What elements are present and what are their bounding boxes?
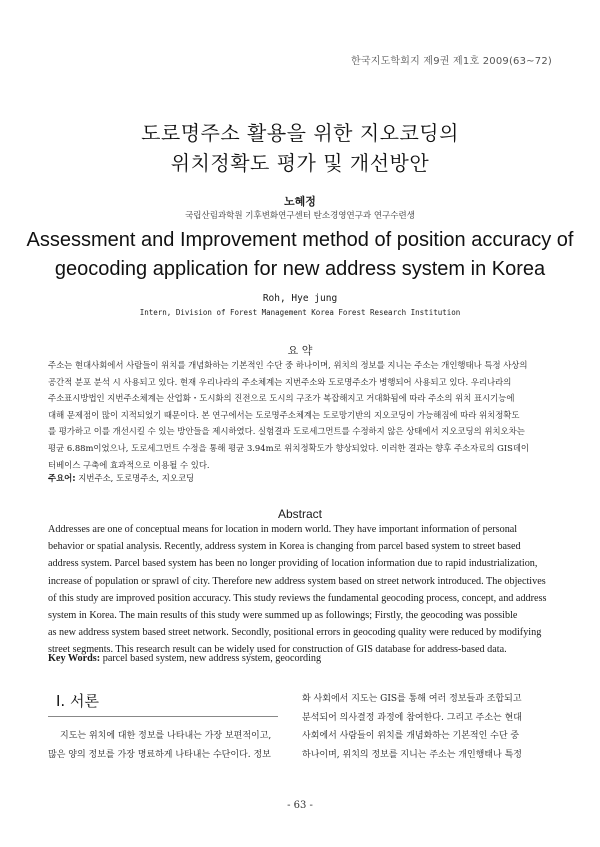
english-abstract-heading: Abstract bbox=[277, 507, 322, 521]
korean-abstract-line: 대해 문제점이 많이 지적되었기 때문이다. 본 연구에서는 도로명주소체계는 도로망기반의 지오코딩이 가능해짐에 따라 위치정확도 bbox=[48, 409, 520, 420]
english-keywords-label: Key Words: bbox=[48, 653, 101, 664]
section-heading: I. 서론 bbox=[56, 692, 99, 710]
body-line: 분석되어 의사결정 과정에 참여한다. 그리고 주소는 현대 bbox=[302, 712, 522, 723]
korean-title bbox=[0, 118, 600, 178]
korean-keywords-text: 지번주소, 도로명주소, 지오코딩 bbox=[78, 473, 195, 483]
english-author: Roh, Hye jung bbox=[262, 293, 338, 304]
korean-abstract-line: 를 평가하고 이를 개선시킬 수 있는 방안들을 제시하였다. 실험결과 도로세그먼트를 수정하지 않은 상태에서 지오코딩의 위치오차는 bbox=[48, 426, 525, 437]
korean-abstract-line: 주소는 현대사회에서 사람들이 위치를 개념화하는 기본적인 수단 중 하나이며, 위치의 정보를 지니는 주소는 개인행태나 특정 사상의 bbox=[48, 360, 528, 370]
section-divider bbox=[48, 716, 278, 717]
english-abstract-line: of this study are improved position accuracy. This study reviews the fundamental geocoding process, concept, and address bbox=[48, 592, 547, 604]
body-line: 화 사회에서 지도는 GIS를 통해 여러 정보들과 조합되고 bbox=[302, 694, 522, 704]
korean-abstract-body bbox=[48, 357, 554, 473]
english-abstract-line: street segments. This research result can be widely used for construction of GIS database for address-based data. bbox=[48, 644, 507, 656]
english-abstract-body bbox=[48, 521, 556, 659]
english-abstract-line: Addresses are one of conceptual means for location in modern world. They have important information of personal bbox=[48, 524, 518, 535]
body-line: 지도는 위치에 대한 정보를 나타내는 가장 보편적이고, bbox=[60, 731, 272, 741]
korean-title-line-1: 도로명주소 활용을 위한 지오코딩의 bbox=[141, 121, 459, 145]
english-abstract-line: increase of population or sprawl of city. Therefore new address system based on street network introduced. The objectives bbox=[48, 575, 546, 587]
body-right-column bbox=[302, 690, 554, 764]
english-affiliation: Intern, Division of Forest Management Korea Forest Research Institution bbox=[139, 308, 461, 317]
korean-abstract-line: 공간적 분포 분석 시 사용되고 있다. 현재 우리나라의 주소체계는 지번주소와 도로명주소가 병행되어 사용되고 있다. 우리나라의 bbox=[48, 376, 512, 387]
body-line: 사회에서 사람들이 위치를 개념화하는 기본적인 수단 중 bbox=[302, 731, 520, 741]
korean-affiliation: 국립산림과학원 기후변화연구센터 탄소경영연구과 연구수련생 bbox=[185, 211, 415, 221]
english-keywords-text: parcel based system, new address system, geocording bbox=[102, 653, 322, 664]
body-left-column bbox=[48, 727, 280, 764]
english-title-line-1: Assessment and Improvement method of position accuracy of bbox=[26, 229, 574, 251]
body-line: 하나이며, 위치의 정보를 지니는 주소는 개인행태나 특정 bbox=[302, 749, 522, 760]
korean-author: 노혜정 bbox=[284, 195, 316, 208]
english-abstract-line: as new address system based street network. Secondly, positional errors in geocoding quality were reduced by modifying bbox=[48, 627, 542, 639]
korean-keywords-label: 주요어: bbox=[48, 473, 76, 483]
journal-header: 한국지도학회지 제9권 제1호 2009(63~72) bbox=[350, 56, 552, 67]
english-title bbox=[0, 226, 600, 284]
english-keywords bbox=[48, 653, 556, 664]
page-number: - 63 - bbox=[287, 800, 313, 811]
korean-abstract-heading: 요 약 bbox=[287, 344, 313, 357]
korean-abstract-line: 평균 6.88m이었으나, 도로세그먼트 수정을 통해 평균 3.94m로 위치정확도가 향상되었다. 이러한 결과는 향후 주소자료의 GIS데이 bbox=[48, 442, 529, 453]
korean-keywords bbox=[48, 472, 554, 484]
korean-abstract-line: 주소표시방법인 지번주소체계는 산업화・도시화의 진전으로 도시의 구조가 복잡해지고 거대화됨에 따라 주소의 위치 표시기능에 bbox=[48, 393, 515, 404]
english-abstract-line: behavior or spatial analysis. Recently, address system in Korea is changing from parcel based system to street based bbox=[48, 541, 521, 553]
body-line: 많은 양의 정보를 가장 명료하게 나타내는 수단이다. 정보 bbox=[48, 749, 271, 760]
english-title-line-2: geocoding application for new address system in Korea bbox=[54, 258, 546, 280]
english-abstract-line: system in Korea. The main results of this study were summed up as followings; Firstly, the geocoding was possible bbox=[48, 610, 518, 622]
korean-title-line-2: 위치정확도 평가 및 개선방안 bbox=[170, 151, 430, 175]
english-abstract-line: address system. Parcel based system has been no longer providing of location information due to rapid industrialization, bbox=[48, 558, 538, 570]
korean-abstract-line: 터베이스 구축에 효과적으로 이용될 수 있다. bbox=[48, 459, 210, 470]
